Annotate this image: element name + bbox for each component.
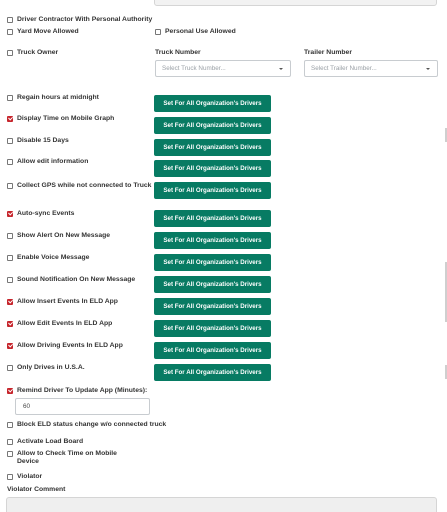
checkbox-label: Personal Use Allowed (165, 28, 236, 35)
truck-number-label: Truck Number (155, 49, 201, 56)
checkbox-personal-use[interactable] (155, 28, 236, 36)
violator-comment-textarea[interactable] (6, 497, 437, 512)
checkbox-label: Display Time on Mobile Graph (17, 115, 115, 122)
truck-select-placeholder: Select Truck Number... (162, 65, 226, 72)
truck-number-select[interactable] (155, 60, 291, 77)
checkbox-icon[interactable] (7, 95, 13, 101)
setting-checkbox-row[interactable] (7, 320, 152, 328)
checkbox-icon[interactable] (7, 211, 13, 217)
setting-checkbox-row[interactable] (7, 115, 152, 123)
checkbox-label: Block ELD status change w/o connected truck (17, 421, 167, 428)
checkbox-label: Allow to Check Time on Mobile Device (17, 450, 117, 465)
checkbox-label: Truck Owner (17, 49, 59, 56)
checkbox-icon[interactable] (7, 388, 13, 394)
checkbox-label: Violator (17, 473, 43, 480)
checkbox-icon[interactable] (7, 321, 13, 327)
checkbox-label: Allow Edit Events In ELD App (17, 320, 113, 327)
checkbox-label: Collect GPS while not connected to Truck (17, 182, 152, 189)
remind-minutes-input[interactable] (15, 398, 150, 415)
checkbox-icon[interactable] (7, 183, 13, 189)
checkbox-label: Show Alert On New Message (17, 232, 111, 239)
checkbox-icon[interactable] (7, 255, 13, 261)
checkbox-icon[interactable] (7, 17, 13, 23)
checkbox-label: Driver Contractor With Personal Authority (17, 16, 153, 23)
checkbox-icon[interactable] (7, 451, 13, 457)
setting-checkbox-row[interactable] (7, 210, 152, 218)
setting-checkbox-row[interactable] (7, 298, 152, 306)
set-for-all-drivers-button[interactable]: Set For All Organization's Drivers (154, 139, 271, 156)
set-for-all-drivers-button[interactable]: Set For All Organization's Drivers (154, 160, 271, 177)
trailer-number-label: Trailer Number (304, 49, 352, 56)
setting-checkbox-row[interactable] (7, 254, 152, 262)
trailer-select-placeholder: Select Trailer Number... (311, 65, 377, 72)
checkbox-label: Remind Driver To Update App (Minutes): (17, 387, 148, 394)
checkbox-icon[interactable] (7, 474, 13, 480)
set-for-all-drivers-button[interactable]: Set For All Organization's Drivers (154, 254, 271, 271)
violator-comment-label: Violator Comment (7, 486, 66, 493)
set-for-all-drivers-button[interactable]: Set For All Organization's Drivers (154, 117, 271, 134)
set-for-all-drivers-button[interactable]: Set For All Organization's Drivers (154, 298, 271, 315)
checkbox-label: Regain hours at midnight (17, 94, 99, 101)
checkbox-icon[interactable] (7, 365, 13, 371)
checkbox-icon[interactable] (7, 159, 13, 165)
set-for-all-drivers-button[interactable]: Set For All Organization's Drivers (154, 364, 271, 381)
checkbox-label: Auto-sync Events (17, 210, 75, 217)
checkbox-violator[interactable] (7, 473, 42, 481)
checkbox-icon[interactable] (7, 138, 13, 144)
checkbox-activate-load-board[interactable] (7, 438, 83, 446)
setting-checkbox-row[interactable] (7, 182, 152, 190)
checkbox-remind-driver[interactable] (7, 387, 147, 395)
checkbox-icon[interactable] (7, 299, 13, 305)
checkbox-icon[interactable] (7, 422, 13, 428)
checkbox-label: Allow Insert Events In ELD App (17, 298, 118, 305)
set-for-all-drivers-button[interactable]: Set For All Organization's Drivers (154, 232, 271, 249)
setting-checkbox-row[interactable] (7, 232, 152, 240)
setting-checkbox-row[interactable] (7, 137, 152, 145)
checkbox-icon[interactable] (7, 116, 13, 122)
checkbox-icon[interactable] (7, 50, 13, 56)
chevron-down-icon (426, 68, 430, 70)
checkbox-label: Only Drives in U.S.A. (17, 364, 85, 371)
checkbox-icon[interactable] (7, 29, 13, 35)
checkbox-icon[interactable] (7, 277, 13, 283)
checkbox-label: Yard Move Allowed (17, 28, 79, 35)
setting-checkbox-row[interactable] (7, 364, 152, 372)
trailer-number-select[interactable] (304, 60, 438, 77)
checkbox-label: Enable Voice Message (17, 254, 90, 261)
checkbox-label: Allow edit information (17, 158, 89, 165)
setting-checkbox-row[interactable] (7, 342, 152, 350)
checkbox-icon[interactable] (7, 233, 13, 239)
checkbox-block-eld[interactable] (7, 421, 166, 429)
checkbox-driver-contractor[interactable] (7, 16, 152, 24)
set-for-all-drivers-button[interactable]: Set For All Organization's Drivers (154, 95, 271, 112)
checkbox-icon[interactable] (7, 343, 13, 349)
checkbox-check-time-mobile[interactable] (7, 450, 137, 466)
checkbox-label: Activate Load Board (17, 438, 84, 445)
checkbox-icon[interactable] (7, 439, 13, 445)
chevron-down-icon (279, 68, 283, 70)
remind-minutes-value: 60 (23, 403, 31, 410)
set-for-all-drivers-button[interactable]: Set For All Organization's Drivers (154, 182, 271, 199)
set-for-all-drivers-button[interactable]: Set For All Organization's Drivers (154, 210, 271, 227)
setting-checkbox-row[interactable] (7, 158, 152, 166)
set-for-all-drivers-button[interactable]: Set For All Organization's Drivers (154, 342, 271, 359)
checkbox-yard-move[interactable] (7, 28, 79, 36)
checkbox-icon[interactable] (155, 29, 161, 35)
checkbox-truck-owner[interactable] (7, 49, 58, 57)
checkbox-label: Allow Driving Events In ELD App (17, 342, 123, 349)
checkbox-label: Sound Notification On New Message (17, 276, 136, 283)
setting-checkbox-row[interactable] (7, 94, 152, 102)
set-for-all-drivers-button[interactable]: Set For All Organization's Drivers (154, 276, 271, 293)
setting-checkbox-row[interactable] (7, 276, 152, 284)
set-for-all-drivers-button[interactable]: Set For All Organization's Drivers (154, 320, 271, 337)
checkbox-label: Disable 15 Days (17, 137, 69, 144)
top-field-box[interactable] (154, 0, 437, 6)
